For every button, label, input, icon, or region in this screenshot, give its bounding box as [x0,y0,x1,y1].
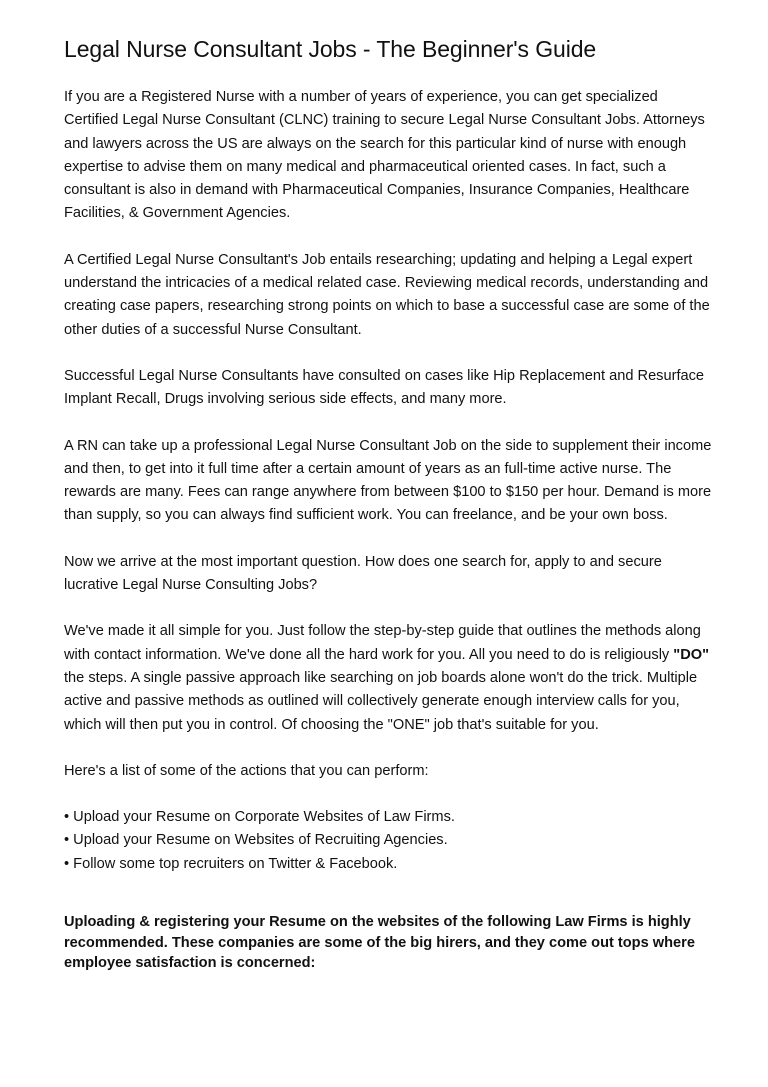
paragraph-question: Now we arrive at the most important question. How does one search for, apply to and secure lucrative Legal Nurse Consulting Jobs? [64,553,662,594]
closing-recommendation: Uploading & registering your Resume on the websites of the following Law Firms is highly recommended. These companies are some of the big hirers, and they come out tops where employee satisfaction is concerned: [64,914,695,972]
paragraph-intro: If you are a Registered Nurse with a number of years of experience, you can get specialized Certified Legal Nurse Consultant (CLNC) training to secure Legal Nurse Consultant Jobs. Attorneys and lawyers across the US are always on the search for this particular kind of nurse with enough expertise to advise them on many medical and pharmaceutical oriented cases. In fact, such a consultant is also in demand with Pharmaceutical Companies, Insurance Companies, Healthcare Facilities, & Government Agencies. [64,89,705,222]
paragraph-guide [64,620,714,736]
guide-text-before: We've made it all simple for you. Just follow the step-by-step guide that outlines the methods along with contact information. We've done all the hard work for you. All you need to do is religiously [64,623,701,663]
paragraph-rewards: A RN can take up a professional Legal Nurse Consultant Job on the side to supplement their income and then, to get into it full time after a certain amount of years as an full-time active nurse. The rewards are many. Fees can range anywhere from between $100 to $150 per hour. Demand is more than supply, so you can always find sufficient work. You can freelance, and be your own boss. [64,437,712,524]
list-item: • Upload your Resume on Websites of Recruiting Agencies. [64,832,448,849]
list-item: • Follow some top recruiters on Twitter & Facebook. [64,855,398,872]
list-item: • Upload your Resume on Corporate Websites of Law Firms. [64,809,455,826]
guide-text-after: the steps. A single passive approach like searching on job boards alone won't do the trick. Multiple active and passive methods as outlined will collectively generate enough interview calls for you, which will then put you in control. Of choosing the "ONE" job that's suitable for you. [64,669,698,733]
page-title: Legal Nurse Consultant Jobs - The Beginner's Guide [64,36,597,62]
document-page [64,34,714,974]
list-intro: Here's a list of some of the actions that you can perform: [64,762,429,779]
paragraph-cases: Successful Legal Nurse Consultants have consulted on cases like Hip Replacement and Resurface Implant Recall, Drugs involving serious side effects, and many more. [64,367,705,408]
action-list [64,806,714,876]
paragraph-job-duties: A Certified Legal Nurse Consultant's Job entails researching; updating and helping a Legal expert understand the intricacies of a medical related case. Reviewing medical records, understanding and creating case papers, researching strong points on which to base a successful case are some of the other duties of a successful Nurse Consultant. [64,251,710,338]
guide-emphasis: "DO" [673,646,710,663]
